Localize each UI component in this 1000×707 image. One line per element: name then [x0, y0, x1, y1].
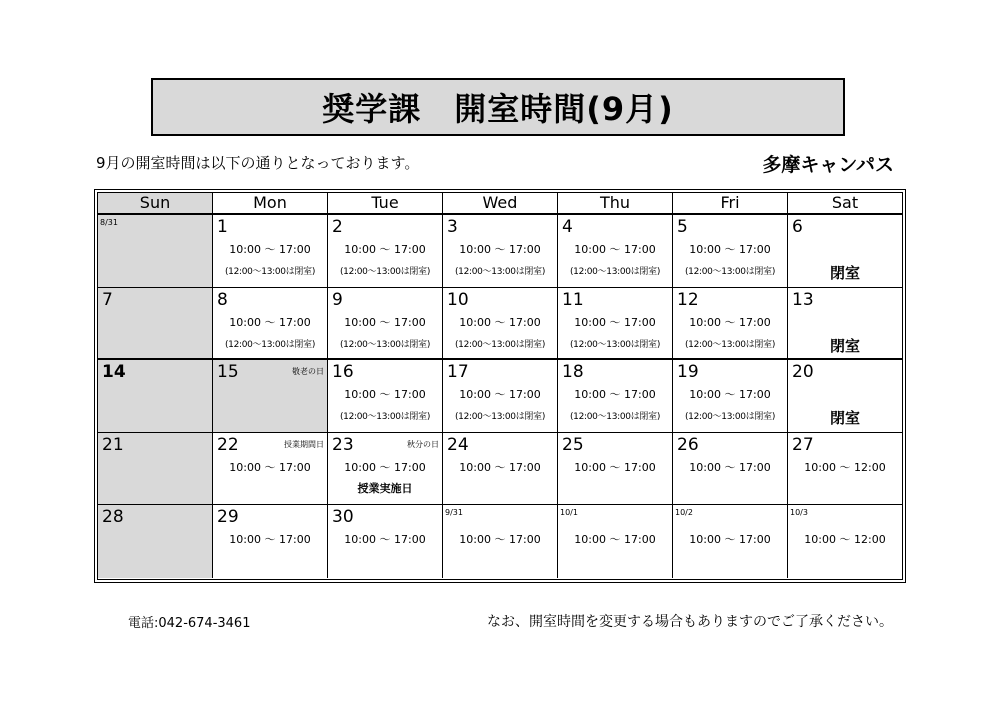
footnote: なお、開室時間を変更する場合もありますのでご了承ください。	[487, 614, 893, 630]
day-cell	[557, 433, 672, 505]
day-cell	[557, 360, 672, 432]
day-cell	[327, 288, 442, 359]
open-hours: 10:00 ～ 17:00	[689, 388, 771, 402]
open-hours: 10:00 ～ 17:00	[344, 243, 426, 256]
open-hours: 10:00 ～ 17:00	[689, 243, 771, 256]
day-number: 6	[792, 217, 803, 237]
day-cell	[327, 433, 442, 505]
open-hours: 10:00 ～ 17:00	[459, 243, 541, 256]
day-cell	[442, 505, 557, 578]
day-number: 7	[102, 289, 113, 310]
day-cell	[98, 360, 212, 432]
day-cell	[327, 215, 442, 287]
day-number: 11	[562, 289, 584, 310]
lunch-closure: (12:00～13:00は閉室)	[454, 339, 546, 350]
closed-label: 閉室	[829, 409, 860, 428]
open-hours: 10:00 ～ 17:00	[344, 533, 426, 547]
day-cell	[787, 433, 902, 505]
week-row	[98, 288, 902, 361]
lunch-closure: (12:00～13:00は閉室)	[224, 339, 316, 350]
closed-label: 閉室	[829, 264, 860, 282]
day-cell	[98, 215, 212, 287]
campus-name: 多摩キャンパス	[762, 154, 894, 176]
open-hours: 10:00 ～ 17:00	[574, 315, 656, 329]
day-number: 25	[562, 434, 584, 455]
day-cell	[98, 288, 212, 359]
holiday-label: 秋分の日	[407, 439, 439, 449]
open-hours: 10:00 ～ 17:00	[459, 388, 541, 402]
day-number: 21	[102, 434, 124, 455]
day-number: 10/1	[560, 508, 578, 518]
subtitle: 9月の開室時間は以下の通りとなっております。	[96, 154, 420, 172]
day-number: 19	[677, 362, 699, 383]
day-number: 28	[102, 507, 124, 528]
week-row	[98, 215, 902, 288]
day-cell	[787, 215, 902, 287]
lunch-closure: (12:00～13:00は閉室)	[684, 267, 776, 277]
open-hours: 10:00 ～ 17:00	[689, 315, 771, 329]
day-number: 4	[562, 217, 573, 237]
day-number: 22	[217, 434, 239, 455]
open-hours: 10:00 ～ 17:00	[229, 243, 311, 256]
day-number: 3	[447, 217, 458, 237]
open-hours: 10:00 ～ 17:00	[229, 460, 311, 474]
open-hours: 10:00 ～ 17:00	[574, 460, 656, 474]
day-number: 14	[102, 362, 126, 383]
day-number: 16	[332, 362, 354, 383]
day-cell	[672, 360, 787, 432]
day-cell	[787, 505, 902, 578]
lunch-closure: (12:00～13:00は閉室)	[569, 267, 661, 277]
day-number: 26	[677, 434, 699, 455]
open-hours: 10:00 ～ 17:00	[229, 315, 311, 329]
day-cell	[442, 288, 557, 359]
lunch-closure: (12:00～13:00は閉室)	[569, 412, 661, 423]
lunch-closure: (12:00～13:00は閉室)	[339, 412, 431, 423]
day-number: 18	[562, 362, 584, 383]
weekday-header: Mon	[212, 193, 327, 213]
lunch-closure: (12:00～13:00は閉室)	[684, 339, 776, 350]
day-number: 8	[217, 289, 228, 310]
open-hours: 10:00 ～ 17:00	[689, 460, 771, 474]
day-number: 10/2	[675, 508, 693, 518]
weekday-header: Fri	[672, 193, 787, 213]
day-note: 授業実施日	[357, 481, 413, 495]
day-cell	[787, 360, 902, 432]
day-cell	[212, 505, 327, 578]
lunch-closure: (12:00～13:00は閉室)	[684, 412, 776, 423]
day-cell	[327, 360, 442, 432]
day-number: 24	[447, 434, 469, 455]
day-cell	[212, 360, 327, 432]
page-title: 奨学課 開室時間(9月)	[151, 78, 845, 136]
week-row	[98, 360, 902, 433]
phone-number: 電話:042-674-3461	[128, 616, 251, 631]
day-number: 1	[217, 217, 228, 237]
open-hours: 10:00 ～ 17:00	[459, 533, 541, 547]
weekday-header: Tue	[327, 193, 442, 213]
day-cell	[672, 288, 787, 359]
day-number: 8/31	[100, 218, 118, 227]
lunch-closure: (12:00～13:00は閉室)	[454, 412, 546, 423]
open-hours: 10:00 ～ 12:00	[804, 533, 886, 547]
day-cell	[98, 433, 212, 505]
day-cell	[98, 505, 212, 578]
day-number: 5	[677, 217, 688, 237]
day-cell	[557, 288, 672, 359]
lunch-closure: (12:00～13:00は閉室)	[454, 267, 546, 277]
lunch-closure: (12:00～13:00は閉室)	[339, 267, 431, 277]
day-cell	[212, 215, 327, 287]
open-hours: 10:00 ～ 17:00	[459, 315, 541, 329]
day-cell	[557, 505, 672, 578]
day-cell	[672, 433, 787, 505]
open-hours: 10:00 ～ 17:00	[229, 533, 311, 547]
day-number: 9	[332, 289, 343, 310]
open-hours: 10:00 ～ 17:00	[574, 388, 656, 402]
day-cell	[557, 215, 672, 287]
week-row	[98, 433, 902, 506]
day-number: 27	[792, 434, 814, 455]
day-cell	[787, 288, 902, 359]
day-number: 2	[332, 217, 343, 237]
day-number: 13	[792, 289, 814, 310]
day-cell	[672, 505, 787, 578]
open-hours: 10:00 ～ 17:00	[344, 315, 426, 329]
open-hours: 10:00 ～ 17:00	[344, 460, 426, 474]
day-cell	[212, 288, 327, 359]
day-cell	[327, 505, 442, 578]
closed-label: 閉室	[829, 336, 860, 355]
open-hours: 10:00 ～ 17:00	[574, 533, 656, 547]
weekday-header: Thu	[557, 193, 672, 213]
day-number: 23	[332, 434, 354, 455]
holiday-label: 敬老の日	[292, 367, 324, 377]
open-hours: 10:00 ～ 12:00	[804, 460, 886, 474]
lunch-closure: (12:00～13:00は閉室)	[339, 339, 431, 350]
day-cell	[672, 215, 787, 287]
day-cell	[442, 215, 557, 287]
day-number: 10	[447, 289, 469, 310]
day-number: 30	[332, 507, 354, 528]
day-number: 29	[217, 507, 239, 528]
week-row	[98, 505, 902, 578]
weekday-header: Wed	[442, 193, 557, 213]
day-cell	[212, 433, 327, 505]
open-hours: 10:00 ～ 17:00	[459, 460, 541, 474]
day-number: 20	[792, 362, 814, 383]
lunch-closure: (12:00～13:00は閉室)	[224, 267, 316, 277]
day-number: 12	[677, 289, 699, 310]
calendar	[94, 189, 906, 583]
day-number: 10/3	[790, 508, 808, 518]
day-cell	[442, 360, 557, 432]
open-hours: 10:00 ～ 17:00	[574, 243, 656, 256]
weekday-header-row	[98, 193, 902, 215]
calendar-grid	[97, 192, 903, 580]
calendar-weeks	[98, 215, 902, 578]
lunch-closure: (12:00～13:00は閉室)	[569, 339, 661, 350]
holiday-label: 授業期間日	[284, 439, 324, 449]
day-number: 17	[447, 362, 469, 383]
day-cell	[442, 433, 557, 505]
weekday-header: Sun	[98, 193, 212, 213]
open-hours: 10:00 ～ 17:00	[344, 388, 426, 402]
open-hours: 10:00 ～ 17:00	[689, 533, 771, 547]
weekday-header: Sat	[787, 193, 902, 213]
day-number: 9/31	[445, 508, 463, 518]
day-number: 15	[217, 362, 239, 383]
